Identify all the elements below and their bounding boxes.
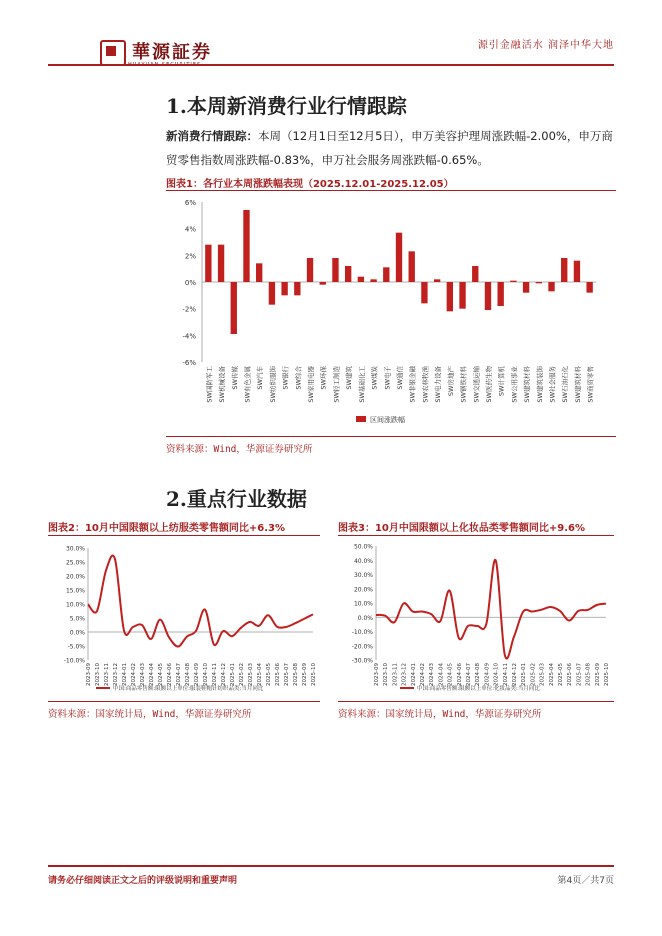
- bar: [345, 266, 351, 282]
- figure-2-title: 图表2：10月中国限额以上纺服类零售额同比+6.3%: [48, 523, 285, 534]
- y-tick-label: 50.0%: [353, 543, 373, 551]
- x-tick-label: SW交通运输: [472, 366, 481, 403]
- x-tick-label: 2024-02: [131, 663, 137, 686]
- x-tick-label: 2024-12: [512, 663, 518, 686]
- bar: [409, 251, 415, 282]
- x-tick-label: 2024-04: [438, 663, 445, 686]
- y-tick-label: -30.0%: [351, 657, 373, 665]
- legend-label: 中国:商品零售额:限额以上单位:化妆品类:当月同比: [417, 686, 540, 692]
- bar: [434, 279, 440, 282]
- bar: [281, 282, 287, 295]
- x-tick-label: 2025-07: [284, 663, 290, 686]
- legend-label: 区间涨跌幅: [370, 416, 405, 424]
- legend-swatch: [356, 416, 366, 422]
- x-tick-label: 2025-10: [604, 663, 610, 686]
- series-line: [88, 555, 313, 646]
- x-tick-label: 2025-06: [567, 663, 574, 686]
- bar: [586, 282, 592, 293]
- x-tick-label: 2024-01: [122, 663, 128, 686]
- x-tick-label: SW社会服务: [548, 366, 557, 403]
- x-tick-label: SW电子: [383, 366, 392, 390]
- series-line: [376, 560, 606, 659]
- x-tick-label: SW煤炭: [370, 366, 379, 390]
- y-tick-label: 0.0%: [357, 614, 373, 622]
- x-tick-label: SW综合: [294, 366, 303, 390]
- x-tick-label: SW非银金融: [408, 366, 417, 403]
- bar: [294, 282, 300, 295]
- section-1-paragraph: [166, 124, 616, 172]
- x-tick-label: SW医药生物: [484, 366, 493, 403]
- x-tick-label: SW建筑材料: [523, 366, 532, 403]
- section-2-title: 2.重点行业数据: [166, 487, 307, 511]
- bar: [459, 282, 465, 309]
- x-tick-label: 2025-04: [257, 663, 263, 686]
- x-tick-label: 2024-12: [221, 663, 227, 686]
- bar: [548, 282, 554, 291]
- x-tick-label: SW石油石化: [561, 366, 570, 403]
- x-tick-label: 2024-01: [410, 663, 417, 686]
- y-tick-label: -10.0%: [351, 629, 373, 636]
- x-tick-label: 2023-09: [374, 663, 380, 686]
- x-tick-label: 2024-11: [502, 663, 509, 686]
- y-tick-label: 30.0%: [353, 572, 373, 579]
- x-tick-label: 2024-09: [194, 663, 200, 686]
- y-tick-label: 4%: [184, 225, 196, 234]
- x-tick-label: 2024-02: [420, 663, 426, 686]
- x-tick-label: SW有色金属: [243, 366, 252, 403]
- logo-text: 華源証券: [132, 42, 212, 63]
- x-tick-label: SW公用事业: [510, 366, 519, 403]
- y-tick-label: -2%: [182, 305, 196, 314]
- bar: [536, 282, 542, 283]
- x-tick-label: 2025-03: [539, 663, 546, 686]
- figure-3-source: 资料来源：国家统计局，Wind，华源证券研究所: [338, 709, 542, 720]
- x-tick-label: 2024-05: [158, 663, 164, 686]
- bar: [396, 233, 402, 282]
- x-tick-label: SW建筑材料: [573, 366, 582, 403]
- x-tick-label: SW国防军工: [205, 366, 214, 403]
- x-tick-label: 2023-12: [401, 663, 408, 686]
- x-tick-label: SW建筑: [345, 366, 354, 390]
- figure-1-title: 图表1：各行业本周涨跌幅表现（2025.12.01-2025.12.05）: [166, 179, 454, 190]
- x-tick-label: 2025-08: [293, 663, 299, 686]
- page-number: 第4页／共7页: [557, 876, 614, 886]
- bar: [510, 281, 516, 282]
- x-tick-label: 2024-04: [149, 663, 155, 686]
- x-tick-label: 2024-11: [212, 663, 218, 686]
- figure-1-bottom-rule: [166, 436, 616, 437]
- x-tick-label: 2025-02: [530, 663, 537, 686]
- y-tick-label: -20.0%: [351, 643, 373, 651]
- bar: [332, 258, 338, 282]
- logo-mark-icon: [100, 40, 126, 66]
- footer-divider: [48, 865, 614, 867]
- x-tick-label: 2023-11: [392, 663, 399, 686]
- figure-1-source: 资料来源：Wind，华源证券研究所: [166, 444, 313, 455]
- x-tick-label: SW环保: [319, 366, 328, 390]
- bar: [523, 282, 529, 293]
- x-tick-label: 2025-02: [239, 663, 245, 686]
- bar: [218, 245, 224, 282]
- x-tick-label: SW基础化工: [357, 366, 366, 403]
- x-tick-label: SW计算机: [497, 366, 506, 397]
- x-tick-label: 2025-01: [230, 663, 236, 686]
- x-tick-label: 2024-07: [176, 663, 182, 686]
- figure-2-source: 资料来源：国家统计局，Wind，华源证券研究所: [48, 709, 252, 720]
- x-tick-label: 2025-05: [266, 663, 272, 686]
- x-tick-label: 2024-07: [466, 663, 472, 686]
- x-tick-label: 2023-10: [383, 663, 390, 686]
- bar: [370, 279, 376, 282]
- x-tick-label: 2024-06: [456, 663, 463, 686]
- x-tick-label: 2023-10: [95, 663, 101, 686]
- figure-1-rule: [166, 190, 616, 191]
- bar: [421, 282, 427, 303]
- x-tick-label: 2025-05: [558, 663, 564, 686]
- y-tick-label: -5.0%: [67, 643, 85, 651]
- x-tick-label: 2024-05: [447, 663, 454, 686]
- x-tick-label: 2023-09: [86, 663, 92, 686]
- bar: [231, 282, 237, 334]
- x-tick-label: 2025-01: [521, 663, 528, 686]
- x-tick-label: SW通信: [396, 366, 404, 390]
- x-tick-label: 2025-06: [275, 663, 281, 686]
- x-tick-label: 2025-09: [594, 663, 601, 686]
- y-tick-label: 40.0%: [353, 557, 373, 565]
- y-tick-label: -4%: [182, 332, 196, 341]
- header-divider: [48, 64, 614, 66]
- y-tick-label: 25.0%: [65, 559, 85, 567]
- bar: [485, 282, 491, 310]
- x-tick-label: 2024-03: [140, 663, 146, 686]
- y-tick-label: 20.0%: [353, 586, 373, 594]
- figure-2-rule: [48, 535, 320, 536]
- x-tick-label: SW建筑装饰: [535, 366, 544, 403]
- x-tick-label: 2023-11: [104, 663, 110, 686]
- bar: [269, 282, 275, 305]
- x-tick-label: 2024-10: [493, 663, 500, 686]
- y-tick-label: 2%: [184, 252, 196, 261]
- x-tick-label: SW房地产: [446, 366, 455, 397]
- y-tick-label: 5.0%: [69, 615, 85, 623]
- x-tick-label: SW家用电器: [307, 366, 316, 403]
- y-tick-label: 20.0%: [65, 573, 85, 581]
- x-tick-label: 2024-08: [185, 663, 191, 686]
- bar: [574, 261, 580, 282]
- y-tick-label: 10.0%: [353, 600, 373, 608]
- x-tick-label: SW农林牧渔: [421, 366, 430, 403]
- x-tick-label: 2024-10: [203, 663, 209, 686]
- x-tick-label: 2024-06: [167, 663, 173, 686]
- x-tick-label: 2024-09: [484, 663, 491, 686]
- x-tick-label: SW轻工制造: [332, 366, 341, 403]
- x-tick-label: SW机械设备: [218, 366, 227, 403]
- x-tick-label: 2025-07: [576, 663, 583, 686]
- x-tick-label: 2025-09: [302, 663, 308, 686]
- x-tick-label: 2024-08: [475, 663, 482, 686]
- x-tick-label: 2025-08: [585, 663, 592, 686]
- figure-2-line-chart: [48, 538, 320, 698]
- legend-label: 中国:商品零售额:限额以上单位:服装鞋帽针纺织品类:当月同比: [113, 686, 264, 692]
- x-tick-label: SW商贸零售: [586, 366, 595, 403]
- bar: [498, 282, 504, 306]
- header-slogan: 源引金融活水 润泽中华大地: [477, 40, 614, 51]
- x-tick-label: 2025-04: [548, 663, 555, 686]
- figure-1-bar-chart: [166, 192, 616, 432]
- x-tick-label: SW传媒: [230, 366, 239, 390]
- x-tick-label: SW汽车: [256, 366, 265, 390]
- y-tick-label: 6%: [184, 199, 196, 207]
- y-tick-label: -10.0%: [63, 657, 85, 665]
- section-1-title: 1.本周新消费行业行情跟踪: [166, 94, 407, 118]
- bar: [447, 282, 453, 311]
- x-tick-label: 2024-03: [429, 663, 436, 686]
- y-tick-label: 0%: [184, 279, 196, 287]
- bar: [358, 277, 364, 282]
- x-tick-label: SW银行: [281, 366, 290, 390]
- bar: [472, 266, 478, 282]
- figure-3-line-chart: [338, 538, 614, 698]
- y-tick-label: 30.0%: [65, 545, 85, 553]
- y-tick-label: 15.0%: [65, 587, 85, 595]
- bar: [320, 282, 326, 285]
- paragraph-label: 新消费行情跟踪：: [166, 129, 258, 143]
- bar: [561, 258, 567, 282]
- bar: [205, 245, 211, 282]
- y-tick-label: 0.0%: [69, 629, 85, 637]
- figure-2-bottom-rule: [48, 701, 320, 702]
- bar: [256, 263, 262, 282]
- y-tick-label: 10.0%: [65, 601, 85, 609]
- x-tick-label: 2025-03: [248, 663, 254, 686]
- x-tick-label: SW电力设备: [434, 366, 443, 403]
- x-tick-label: SW钢铁材料: [459, 366, 468, 403]
- bar: [307, 258, 313, 282]
- footer-disclaimer: 请务必仔细阅读正文之后的评级说明和重要声明: [48, 876, 238, 886]
- figure-3-bottom-rule: [338, 701, 614, 702]
- figure-3-rule: [338, 535, 614, 536]
- figure-3-title: 图表3：10月中国限额以上化妆品类零售额同比+9.6%: [338, 523, 585, 534]
- bar: [243, 210, 249, 282]
- x-tick-label: 2023-12: [113, 663, 119, 686]
- x-tick-label: 2025-10: [311, 663, 317, 686]
- x-tick-label: SW纺织服饰: [268, 366, 277, 403]
- company-logo: [100, 40, 212, 66]
- bar: [383, 267, 389, 282]
- paragraph-text: 本周（12月1日至12月5日），申万美容护理周涨跌幅-2.00%，申万商贸零售指数周涨跌幅-0.83%，申万社会服务周涨跌幅-0.65%。: [166, 129, 613, 167]
- y-tick-label: -6%: [182, 359, 196, 367]
